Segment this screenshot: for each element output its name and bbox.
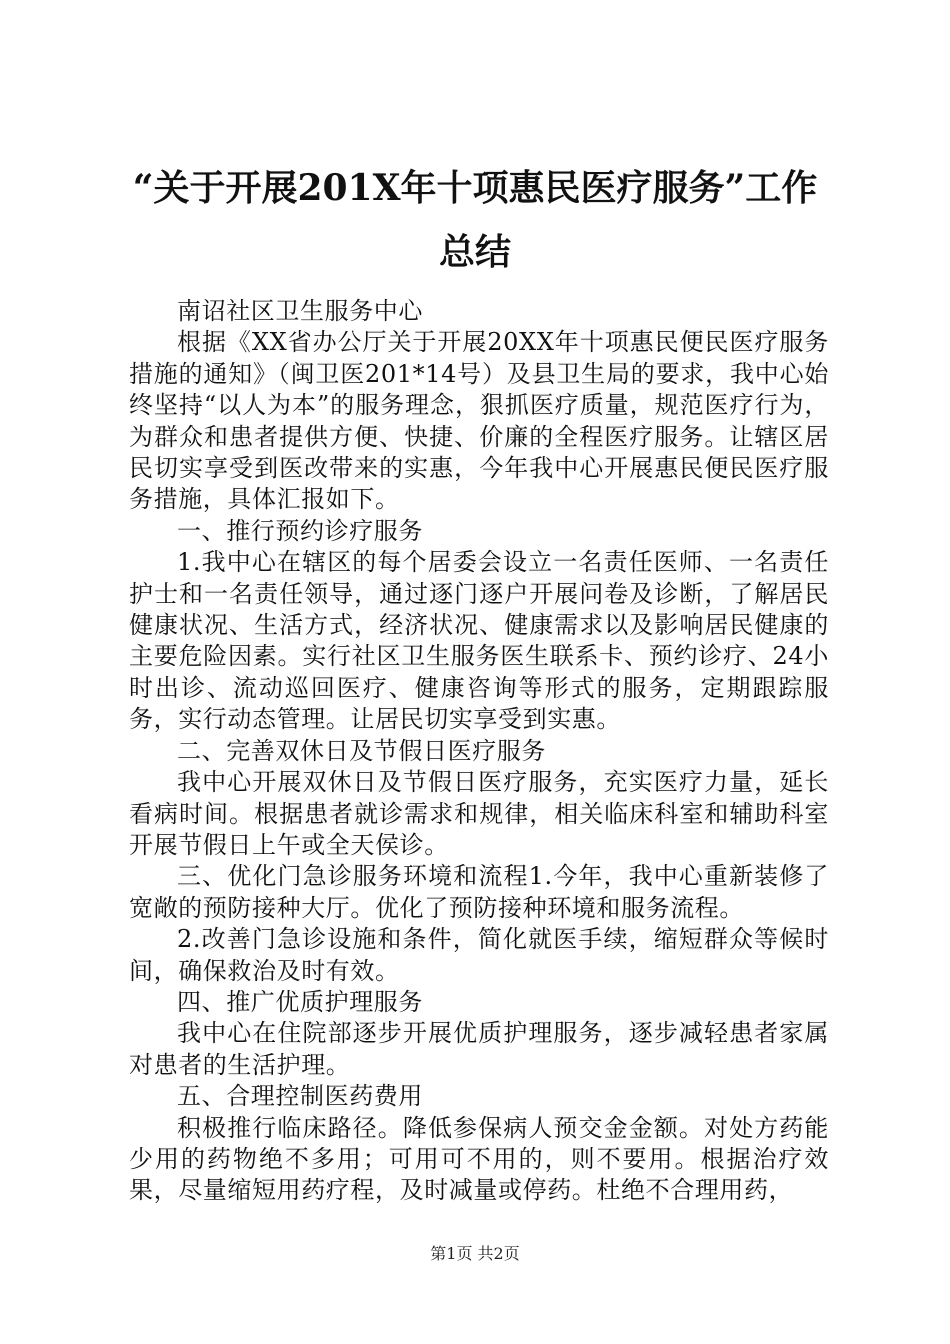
- intro-paragraph: 根据《XX省办公厅关于开展20XX年十项惠民便民医疗服务措施的通知》（闽卫医201*14号）及县卫生局的要求，我中心始终坚持“以人为本”的服务理念，狠抓医疗质量，规范医疗行为，为群众和患者提供方便、快捷、价廉的全程医疗服务。让辖区居民切实享受到医改带来的实惠，今年我中心开展惠民便民医疗服务措施，具体汇报如下。: [129, 328, 829, 514]
- title-line-1: “关于开展201X年十项惠民医疗服务”工作: [132, 167, 818, 209]
- document-body: [129, 296, 829, 1207]
- section-paragraph: 我中心在住院部逐步开展优质护理服务，逐步减轻患者家属对患者的生活护理。: [129, 1019, 829, 1079]
- title-line-2: 总结: [438, 231, 511, 273]
- section-paragraph: 1.我中心在辖区的每个居委会设立一名责任医师、一名责任护士和一名责任领导，通过逐门逐户开展问卷及诊断，了解居民健康状况、生活方式，经济状况、健康需求以及影响居民健康的主要危险因素。实行社区卫生服务医生联系卡、预约诊疗、24小时出诊、流动巡回医疗、健康咨询等形式的服务，定期跟踪服务，实行动态管理。让居民切实享受到实惠。: [129, 548, 829, 734]
- section-heading-5: 五、合理控制医药费用: [177, 1082, 423, 1111]
- section-paragraph: 积极推行临床路径。降低参保病人预交金金额。对处方药能少用的药物绝不多用；可用可不用的，则不要用。根据治疗效果，尽量缩短用药疗程，及时减量或停药。杜绝不合理用药，: [129, 1113, 829, 1205]
- section-heading-3: 三、优化门急诊服务环境和流程1.今年，我中心重新装修了宽敞的预防接种大厅。优化了预防接种环境和服务流程。: [129, 862, 829, 922]
- section-paragraph: 我中心开展双休日及节假日医疗服务，充实医疗力量，延长看病时间。根据患者就诊需求和规律，相关临床科室和辅助科室开展节假日上午或全天侯诊。: [129, 768, 829, 859]
- section-heading-1: 一、推行预约诊疗服务: [177, 516, 423, 545]
- page-number-footer: 第1页 共2页: [430, 1244, 520, 1263]
- organization-name: 南诏社区卫生服务中心: [177, 297, 423, 325]
- section-heading-4: 四、推广优质护理服务: [177, 987, 423, 1016]
- section-paragraph: 2.改善门急诊设施和条件，简化就医手续，缩短群众等候时间，确保救治及时有效。: [129, 925, 829, 985]
- document-title: [120, 156, 830, 284]
- section-heading-2: 二、完善双休日及节假日医疗服务: [177, 736, 546, 765]
